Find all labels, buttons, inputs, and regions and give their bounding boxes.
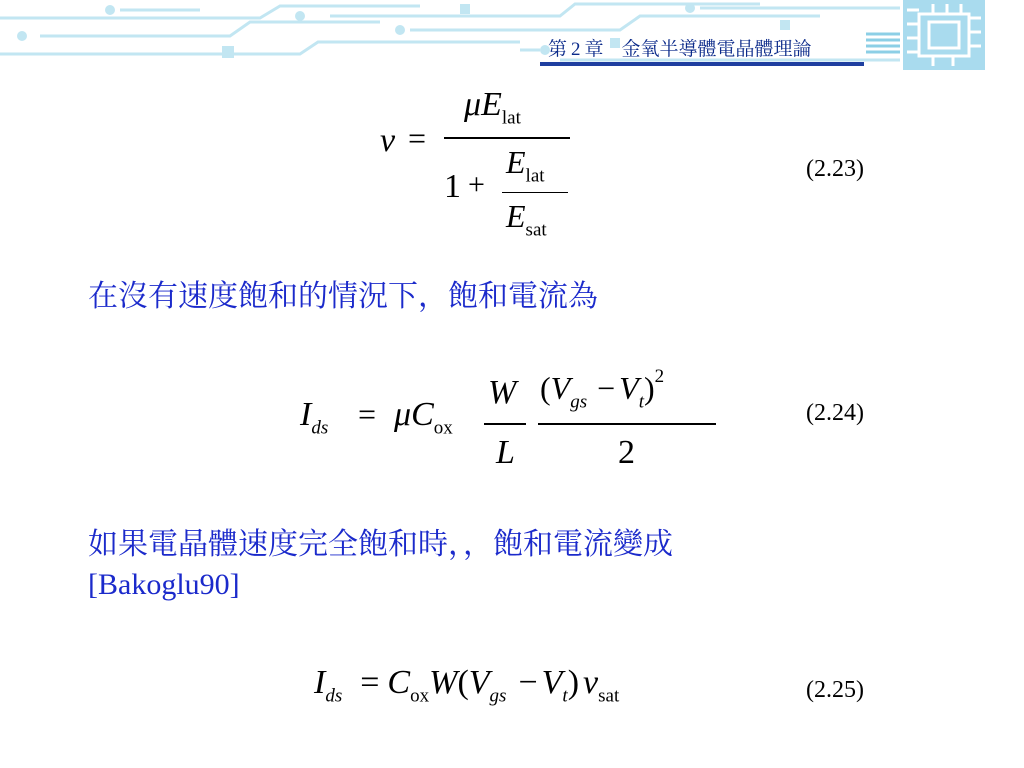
eq23-one: 1: [444, 168, 461, 205]
chapter-prefix: 第: [548, 38, 568, 60]
eq23-inner-numerator: $E_{lat}$: [506, 144, 545, 187]
header-banner: [0, 0, 1024, 72]
equation-number-2-25: (2.25): [806, 677, 864, 703]
eq25-expression: $I_{ds} = C_{ox}W(V_{gs} - V_t)$ $v_{sat}$: [314, 664, 620, 707]
chapter-title: 金氧半導體電晶體理論: [621, 38, 812, 60]
citation-reference: [Bakoglu90]: [88, 568, 240, 601]
chapter-number: 2: [571, 39, 581, 60]
eq24-wl-fraction-bar: [484, 423, 526, 425]
eq23-inner-denominator: $E_{sat}$: [506, 198, 547, 241]
eq24-mu-cox: $\mu C_{ox}$: [394, 396, 453, 439]
equation-2-24: [300, 356, 730, 476]
eq23-velocity: v: [380, 122, 396, 159]
eq24-lhs: $I_{ds}$: [300, 396, 329, 439]
chip-logo-icon: [903, 0, 985, 70]
equation-2-23: [380, 82, 590, 252]
equation-number-2-23: (2.23): [806, 156, 864, 182]
eq24-numerator: $(V_{gs} - V_t)^2$: [540, 366, 665, 413]
eq23-numerator: $\mu E_{lat}$: [464, 86, 521, 129]
eq24-main-fraction-bar: [538, 423, 716, 425]
eq24-denominator: 2: [618, 434, 635, 471]
eq23-inner-fraction-bar: [502, 192, 568, 193]
eq23-equals: =: [408, 120, 427, 156]
paragraph-saturation-current: 在沒有速度飽和的情況下，飽和電流為: [88, 279, 598, 314]
paragraph-line-1: 如果電晶體速度完全飽和時，，飽和電流變成: [88, 527, 673, 562]
eq23-main-fraction-bar: [444, 137, 570, 139]
chapter-suffix: 章: [584, 38, 604, 60]
eq23-plus: +: [468, 168, 485, 201]
chapter-heading: [548, 34, 812, 61]
eq24-width: W: [488, 374, 517, 411]
equation-number-2-24: (2.24): [806, 400, 864, 426]
equation-2-25: [314, 658, 734, 718]
eq24-length: L: [496, 434, 515, 471]
paragraph-velocity-saturation: [88, 525, 673, 605]
eq24-equals: =: [358, 396, 377, 432]
